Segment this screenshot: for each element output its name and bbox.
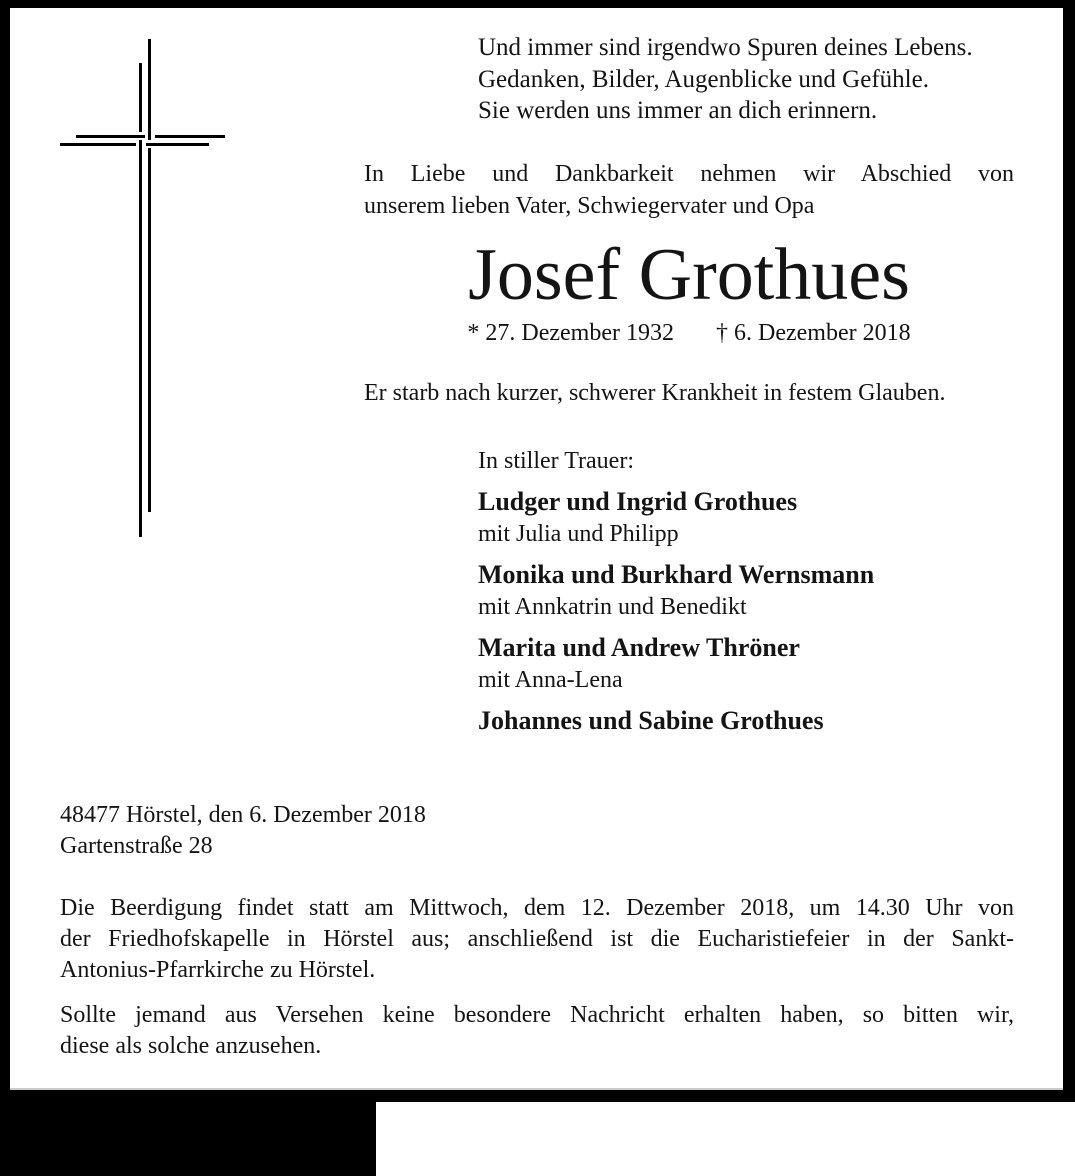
death-date: † 6. Dezember 2018	[716, 320, 911, 346]
epigraph	[478, 32, 973, 127]
mourner-names: Ludger und Ingrid Grothues	[478, 487, 798, 516]
adjacent-notice-corner	[376, 1102, 1075, 1176]
intro-line: In Liebe und Dankbarkeit nehmen wir Abschied von	[364, 161, 1014, 187]
mourner-names: Johannes und Sabine Grothues	[478, 706, 824, 735]
mourner-entry	[478, 631, 874, 697]
closing-note	[60, 1000, 1014, 1062]
mourner-names: Monika und Burkhard Wernsmann	[478, 560, 875, 589]
intro-line: unserem lieben Vater, Schwiegervater und Opa	[364, 193, 815, 219]
deceased-name: Josef Grothues	[468, 234, 910, 316]
life-dates	[364, 318, 1014, 349]
mourner-children: mit Annkatrin und Benedikt	[478, 594, 747, 620]
address-block	[60, 800, 426, 862]
mourners-list	[478, 485, 874, 744]
mourning-heading: In stiller Trauer:	[478, 448, 634, 474]
mourner-names: Marita und Andrew Thröner	[478, 633, 800, 662]
mourner-children: mit Anna-Lena	[478, 667, 623, 693]
epigraph-line: Sie werden uns immer an dich erinnern.	[478, 97, 878, 124]
epigraph-line: Gedanken, Bilder, Augenblicke und Gefühle.	[478, 65, 929, 93]
epigraph-line: Und immer sind irgendwo Spuren deines Lebens.	[478, 34, 973, 61]
funeral-line: der Friedhofskapelle in Hörstel aus; anschließend ist die Eucharistiefeier in der Sankt-	[60, 926, 1014, 952]
address-line: Gartenstraße 28	[60, 833, 213, 859]
cross-icon	[50, 33, 250, 563]
birth-date: * 27. Dezember 1932	[467, 320, 674, 346]
closing-line: diese als solche anzusehen.	[60, 1033, 322, 1059]
funeral-line: Die Beerdigung findet statt am Mittwoch, dem 12. Dezember 2018, um 14.30 Uhr von	[60, 895, 1014, 921]
funeral-info	[60, 893, 1014, 986]
mourner-entry	[478, 704, 874, 737]
obituary-card	[10, 8, 1063, 1090]
death-note: Er starb nach kurzer, schwerer Krankheit in festem Glauben.	[364, 380, 946, 406]
mourner-entry	[478, 558, 874, 624]
funeral-line: Antonius-Pfarrkirche zu Hörstel.	[60, 957, 376, 983]
closing-line: Sollte jemand aus Versehen keine besondere Nachricht erhalten haben, so bitten wir,	[60, 1002, 1014, 1028]
address-line: 48477 Hörstel, den 6. Dezember 2018	[60, 802, 426, 828]
mourner-children: mit Julia und Philipp	[478, 521, 679, 547]
intro-paragraph	[364, 158, 1014, 222]
mourner-entry	[478, 485, 874, 551]
